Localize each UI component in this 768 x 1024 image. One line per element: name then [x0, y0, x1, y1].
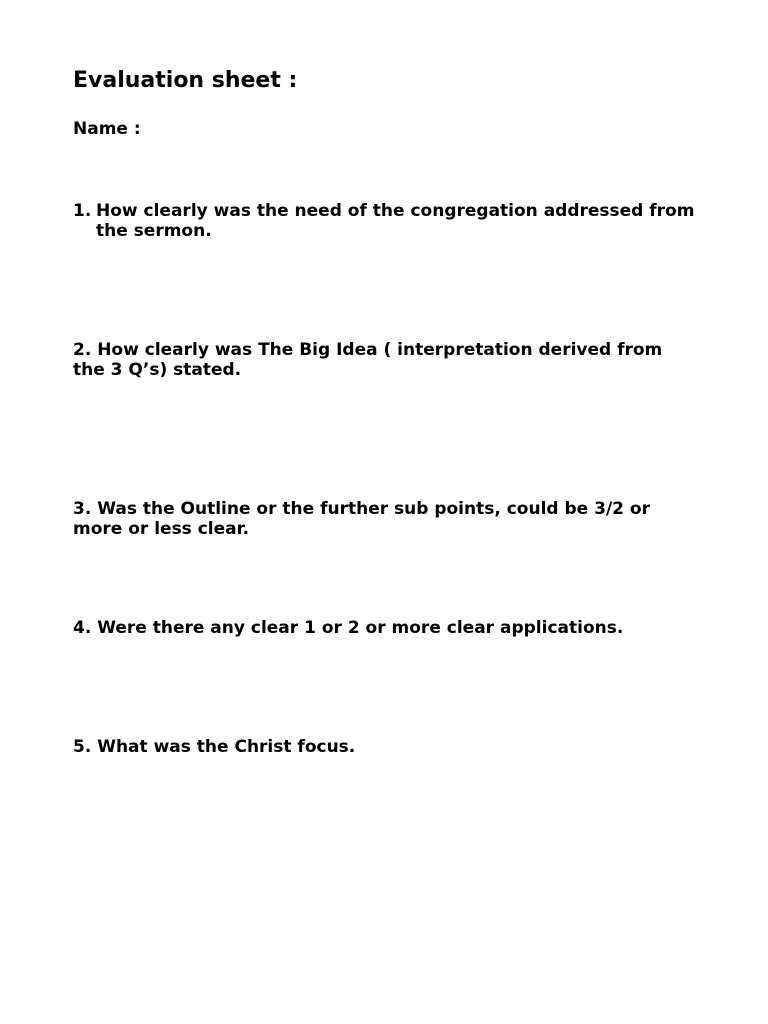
page-title: Evaluation sheet :: [73, 68, 298, 93]
question-1-number: 1.: [73, 201, 92, 221]
question-3: 3. Was the Outline or the further sub points, could be 3/2 or more or less clear.: [73, 499, 650, 539]
question-2: 2. How clearly was The Big Idea ( interpretation derived from the 3 Q’s) stated.: [73, 340, 663, 380]
question-4: 4. Were there any clear 1 or 2 or more clear applications.: [73, 618, 624, 638]
question-1-text: How clearly was the need of the congregation addressed from the sermon.: [96, 201, 695, 241]
question-5: 5. What was the Christ focus.: [73, 737, 356, 757]
name-label: Name :: [73, 119, 141, 139]
question-1: [73, 201, 698, 241]
